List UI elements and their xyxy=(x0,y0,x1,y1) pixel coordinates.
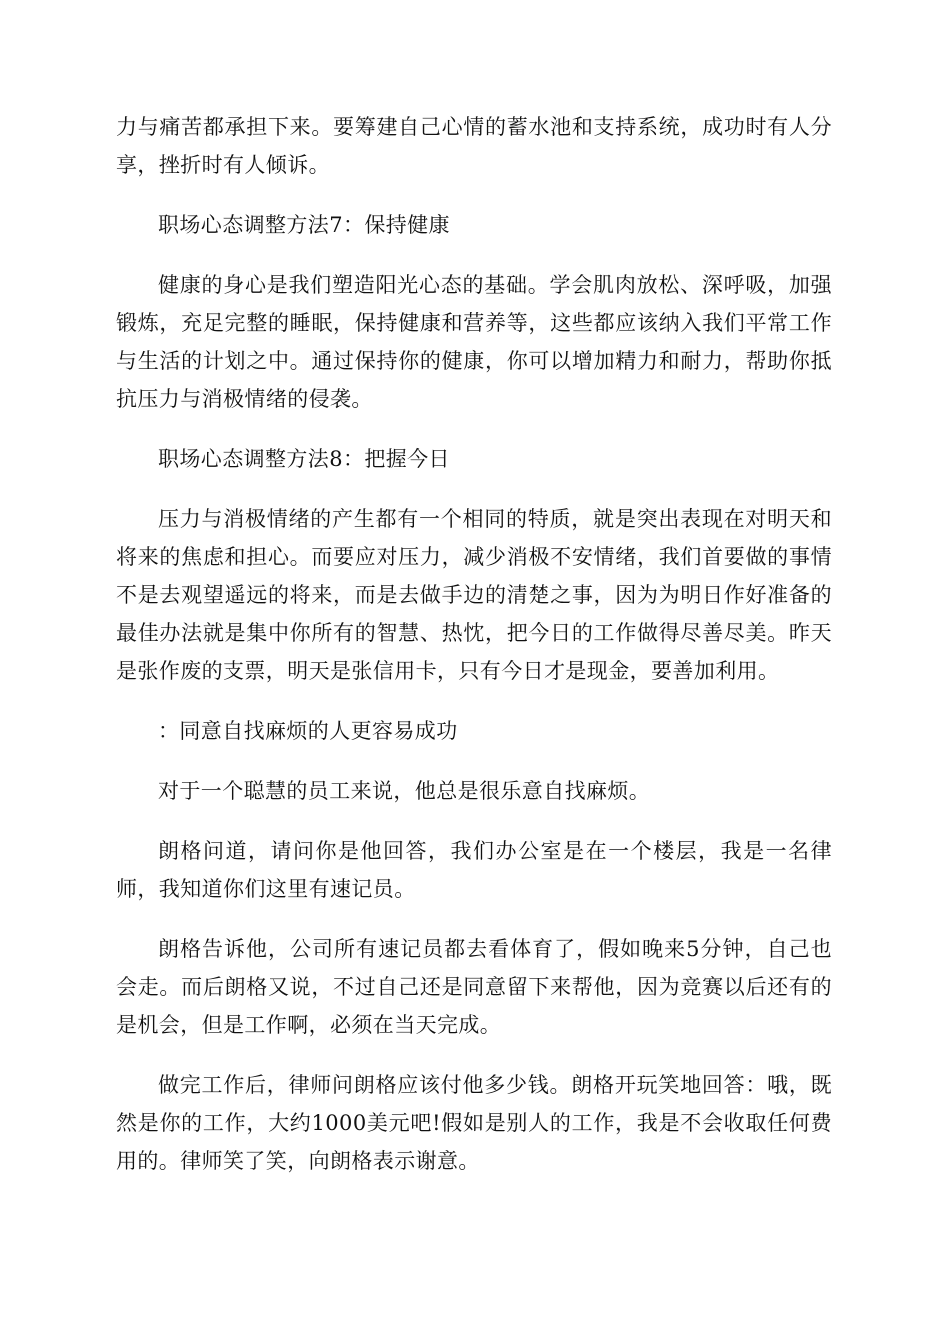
section-heading-method-8: 职场心态调整方法8：把握今日 xyxy=(158,447,450,471)
section-heading-trouble: ：同意自找麻烦的人更容易成功 xyxy=(158,719,458,743)
paragraph-lange-asks: 朗格问道，请问你是他回答，我们办公室是在一个楼层，我是一名律师，我知道你们这里有速记员。 xyxy=(116,839,832,901)
paragraph-lawyer-pays: 做完工作后，律师问朗格应该付他多少钱。朗格开玩笑地回答：哦，既然是你的工作，大约1000美元吧!假如是别人的工作，我是不会收取任何费用的。律师笑了笑，向朗格表示谢意。 xyxy=(116,1073,832,1173)
paragraph-lange-tells: 朗格告诉他，公司所有速记员都去看体育了，假如晚来5分钟，自己也会走。而后朗格又说，不过自己还是同意留下来帮他，因为竞赛以后还有的是机会，但是工作啊，必须在当天完成。 xyxy=(116,937,832,1037)
document-page xyxy=(116,108,832,1202)
paragraph-smart-employee: 对于一个聪慧的员工来说，他总是很乐意自找麻烦。 xyxy=(158,779,651,803)
paragraph-today: 压力与消极情绪的产生都有一个相同的特质，就是突出表现在对明天和将来的焦虑和担心。而要应对压力，减少消极不安情绪，我们首要做的事情不是去观望遥远的将来，而是去做手边的清楚之事，因为为明日作好准备的最佳办法就是集中你所有的智慧、热忱，把今日的工作做得尽善尽美。昨天是张作废的支票，明天是张信用卡，只有今日才是现金，要善加利用。 xyxy=(116,507,832,683)
section-heading-method-7: 职场心态调整方法7：保持健康 xyxy=(158,213,450,237)
paragraph-health: 健康的身心是我们塑造阳光心态的基础。学会肌肉放松、深呼吸，加强锻炼，充足完整的睡眠，保持健康和营养等，这些都应该纳入我们平常工作与生活的计划之中。通过保持你的健康，你可以增加精力和耐力，帮助你抵抗压力与消极情绪的侵袭。 xyxy=(116,273,832,411)
paragraph-continuation: 力与痛苦都承担下来。要筹建自己心情的蓄水池和支持系统，成功时有人分享，挫折时有人倾诉。 xyxy=(116,115,832,177)
